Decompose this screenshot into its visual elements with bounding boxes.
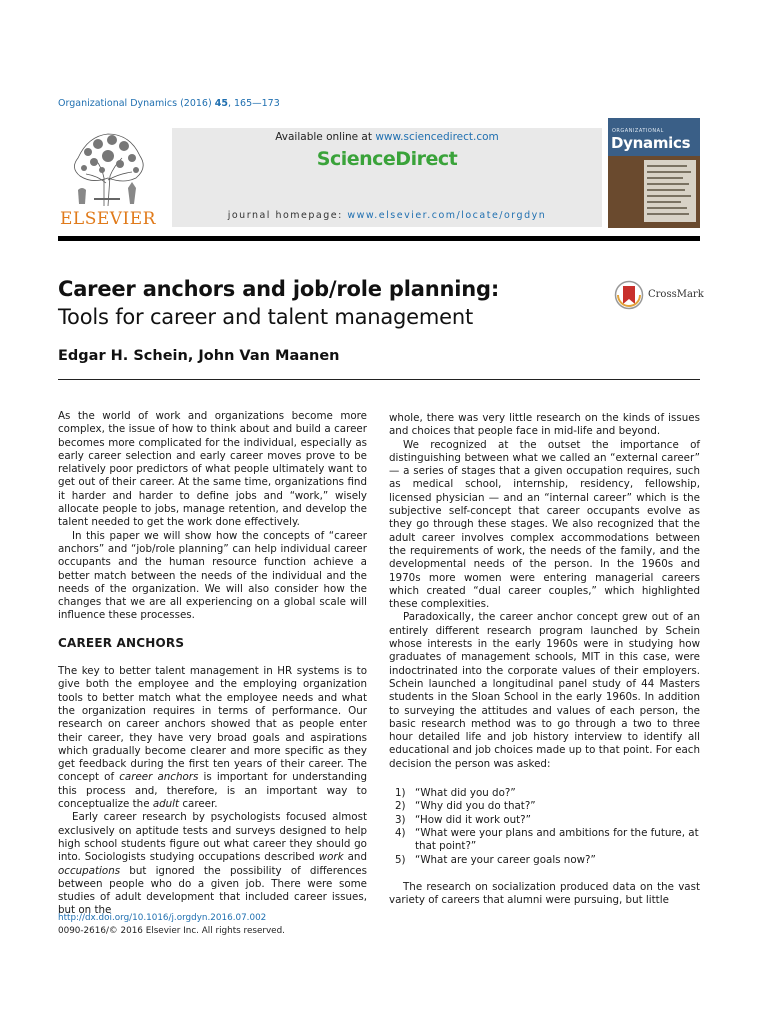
paragraph: The research on socialization produced data on the vast variety of careers that alumni were pursuing, but little bbox=[389, 880, 700, 907]
question-list bbox=[389, 787, 700, 867]
journal-cover-image bbox=[608, 118, 700, 228]
paragraph: As the world of work and organizations become more complex, the issue of how to think about and build a career becomes more complicated for the individual, especially as early career selection and early career moves prove to be relatively poor predictors of what people ultimately want to get out of their career. At the same time, organizations find it harder and harder to define jobs and “work,” wisely allocate people to jobs, manage retention, and develop the talent needed to get the work done effectively. bbox=[58, 410, 367, 529]
paragraph: We recognized at the outset the importance of distinguishing between what we called an “external career” — a series of stages that a given occupation requires, such as medical school, internship, residency, fellowship, licensed physician — and an “internal career” which is the subjective self-concept that career occupants evolve as they go through these stages. We also recognized that the adult career involves complex accommodations between the requirements of work, the needs of the family, and the developmental needs of the person. In the 1960s and 1970s more women were entering managerial careers which created “dual career couples,” which highlighted these complexities. bbox=[389, 438, 700, 611]
sciencedirect-link[interactable]: www.sciencedirect.com bbox=[375, 131, 499, 143]
paragraph: Early career research by psychologists focused almost exclusively on aptitude tests and surveys designed to help high school students figure out what career they should go into. Sociologists studying occupations described work and occupations but ignored the possibility of differences between people who do a given job. There were some studies of adult development that included career issues, but on the bbox=[58, 811, 367, 917]
copyright-icon: © bbox=[108, 926, 118, 936]
list-item: 3) “How did it work out?” bbox=[395, 813, 531, 826]
journal-homepage-link[interactable]: www.elsevier.com/locate/orgdyn bbox=[347, 210, 547, 221]
publisher-name: ELSEVIER bbox=[60, 209, 156, 229]
journal-homepage: journal homepage: www.elsevier.com/locate/orgdyn bbox=[227, 210, 547, 221]
title-rule bbox=[58, 379, 700, 380]
cover-contents bbox=[644, 160, 696, 222]
body-left-column bbox=[58, 410, 367, 918]
body-right-column bbox=[389, 412, 700, 907]
paragraph: whole, there was very little research on the kinds of issues and choices that people face in mid-life and beyond. bbox=[389, 412, 700, 438]
section-heading: CAREER ANCHORS bbox=[58, 635, 185, 650]
article-subtitle: Tools for career and talent management bbox=[58, 305, 474, 329]
available-online: Available online at www.sciencedirect.com bbox=[275, 131, 499, 143]
list-item: 1) “What did you do?” bbox=[395, 787, 516, 800]
copyright-line: 0090-2616/© 2016 Elsevier Inc. All rights reserved. bbox=[58, 926, 285, 936]
paragraph: The key to better talent management in HR systems is to give both the employee and the employing organization tools to better match what the employee needs and what the organization requires in terms of performance. Our research on career anchors showed that as people enter their career, they have very broad goals and aspirations which gradually become clearer and more specific as they get feedback during the first ten years of their career. The concept of career anchors is important for understanding this process and, therefore, is an important way to conceptualize the adult career. bbox=[58, 665, 367, 811]
crossmark-icon[interactable] bbox=[614, 280, 644, 310]
crossmark-label[interactable]: CrossMark bbox=[648, 289, 704, 300]
list-item: 5) “What are your career goals now?” bbox=[395, 853, 596, 866]
doi-link[interactable]: http://dx.doi.org/10.1016/j.orgdyn.2016.07.002 bbox=[58, 913, 267, 923]
article-title: Career anchors and job/role planning: bbox=[58, 277, 500, 301]
header-rule bbox=[58, 236, 700, 241]
paragraph: Paradoxically, the career anchor concept grew out of an entirely different research program launched by Schein whose interests in the early 1960s were in studying how graduates of management schools, MIT in this case, were indoctrinated into the corporate values of their employers. Schein launched a longitudinal panel study of 44 Masters students in the Sloan School in the early 1960s. In addition to surveying the attitudes and values of each person, the basic research method was to go through a two to three hour detailed life and job history interview to identify all educational and job choices made up to that point. For each decision the person was asked: bbox=[389, 611, 700, 770]
sciencedirect-logo: ScienceDirect bbox=[316, 148, 458, 170]
elsevier-tree-logo bbox=[58, 128, 158, 210]
journal-citation[interactable]: Organizational Dynamics (2016) 45, 165—173 bbox=[58, 98, 280, 109]
cover-journal-small: ORGANIZATIONAL bbox=[612, 128, 664, 134]
list-item: 2) “Why did you do that?” bbox=[395, 800, 536, 813]
paragraph: In this paper we will show how the concepts of “career anchors” and “job/role planning” can help individual career occupants and the human resource function achieve a better match between the needs of the individual and the needs of the organization. We will also consider how the changes that we are all experiencing on a global scale will influence these processes. bbox=[58, 529, 367, 622]
list-item: 4) “What were your plans and ambitions for the future, at that point?” bbox=[395, 826, 699, 853]
article-authors: Edgar H. Schein, John Van Maanen bbox=[58, 348, 340, 364]
cover-journal-title: Dynamics bbox=[611, 134, 691, 152]
